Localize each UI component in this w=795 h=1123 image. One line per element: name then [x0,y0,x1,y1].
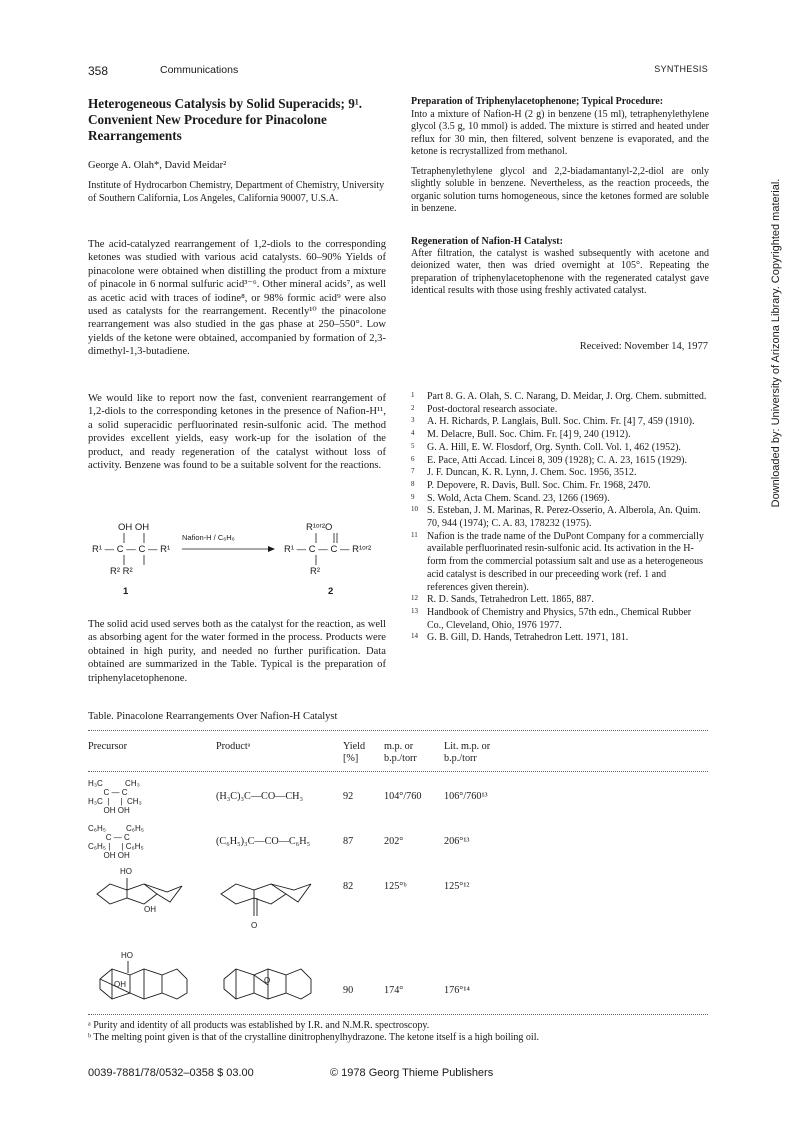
product-carbonyl: R¹ᵒʳ²O [306,522,333,533]
product-substituent: R² [310,566,321,577]
regeneration-text: After filtration, the catalyst is washed subsequently with acetone and deionized water, then was dried overnight at 105°. Repeating the preparation of triphenylacetophenone with the regenerated catalyst gave identical results with those using freshly activated catalyst. [411,248,709,297]
yield-row4: 90 [343,985,354,996]
svg-text:O: O [251,921,258,930]
compound-label-1: 1 [123,586,129,597]
mp-row4: 174° [384,985,404,996]
reference-item: 4 M. Delacre, Bull. Soc. Chim. Fr. [4] 9, 240 (1912). [411,429,631,441]
mp-row1: 104°/760 [384,791,422,802]
precursor-benzopinacol: C₆H₅ C₆H₅ C — C C₆H₅ | | C₆H₅ OH OH [88,824,145,860]
reactant-chain: R¹ — C — C — R¹ [92,544,171,555]
regeneration-heading: Regeneration of Nafion-H Catalyst: [411,236,563,247]
page-number: 358 [88,64,109,78]
header-precursor: Precursor [88,741,128,752]
product-chain: R¹ — C — C — R¹ᵒʳ² [284,544,372,555]
method-paragraph: We would like to report now the fast, convenient rearrangement of 1,2-diols to the corresponding ketones in the presence of Nafion-H¹¹, a solid superacidic perfluorinated resin-sulfonic acid. The method provides excellent yields, easy work-up for the isolation of the product, and ready regeneration of the catalyst without loss of activity. Benzene was found to be a suitable solvent for the reactions. [88,393,386,472]
product-pinacolone: (H₃C)₃C—CO—CH₃ [216,791,304,802]
procedure-heading: Preparation of Triphenylacetophenone; Typical Procedure: [411,96,664,107]
reference-item: 11 Nafion is the trade name of the DuPont Company for a commercially available perfluorinated resin-sulfonic acid. Its activation in the H-form from the commercial potassium salt and use as a heterogeneous acid catalyst is described in our preceeding work (ref. 1 and references given therein). [411,530,704,593]
svg-text:O: O [264,976,271,985]
article-code: 0039-7881/78/0532–0358 $ 03.00 [88,1067,254,1079]
procedure-note: Tetraphenylethylene glycol and 2,2-biadamantanyl-2,2-diol are only slightly soluble in benzene. Nevertheless, as the reaction proceeds, the organic solution turns homogeneous, since the ketones formed are soluble in benzene. [411,166,709,215]
arrow-head [268,546,275,552]
reference-item: 12 R. D. Sands, Tetrahedron Lett. 1865, 887. [411,594,594,606]
procedure-text: Into a mixture of Nafion-H (2 g) in benzene (15 ml), tetraphenylethylene glycol (3.5 g, 10 mmol) is added. The mixture is stirred and heated under reflux for 30 min, then filtered, solvent benzene is evaporated, and the ketone is recrystallized from methanol. [411,109,709,158]
article-authors: George A. Olah*, David Meidar² [88,160,227,171]
copyright: © 1978 Georg Thieme Publishers [330,1067,494,1079]
yield-row3: 82 [343,881,354,892]
header-yield: Yield [%] [343,741,366,764]
reference-item: 13 Handbook of Chemistry and Physics, 57th edn., Chemical Rubber Co., Cleveland, Ohio, 1976 1977. [411,606,692,631]
reactant-substituents: R² R² [110,566,133,577]
reference-item: 5 G. A. Hill, E. W. Flosdorf, Org. Synth. Coll. Vol. 1, 462 (1952). [411,441,681,453]
precursor-biadamantanyl-diol [92,949,192,1009]
svg-text:HO: HO [120,867,132,876]
reference-item: 6 E. Pace, Atti Accad. Lincei 8, 309 (1928); C. A. 23, 1615 (1929). [411,454,687,466]
reaction-scheme [88,518,388,598]
lit-row3: 125°¹² [444,881,470,892]
table-bottom-rule [88,1014,708,1015]
precursor-bicyclic-diol [92,864,187,914]
reference-item: 10 S. Esteban, J. M. Marinas, R. Perez-Osserio, A. Alberola, An. Quim. 70, 944 (1974); C. A. 83, 178232 (1975). [411,505,701,530]
journal-name: SYNTHESIS [654,64,708,74]
yield-row2: 87 [343,836,354,847]
reactant-hydroxyls: OH OH [118,522,150,533]
svg-text:OH: OH [114,980,126,989]
svg-text:OH: OH [144,905,156,914]
table-header-rule [88,771,708,772]
product-spiroketone [216,872,316,932]
product-triphenylacetophenone: (C₆H₅)₃C—CO—C₆H₅ [216,836,311,847]
header-mp: m.p. or b.p./torr [384,741,417,764]
precursor-pinacol: H₃C CH₃ C — C H₃C | | CH₃ OH OH [88,779,142,815]
article-affiliation: Institute of Hydrocarbon Chemistry, Department of Chemistry, University of Southern California, Los Angeles, California 90007, U.S.A. [88,180,385,204]
table-top-rule [88,730,708,731]
reference-item: 1 Part 8. G. A. Olah, S. C. Narang, D. Meidar, J. Org. Chem. submitted. [411,391,707,402]
lit-row4: 176°¹⁴ [444,985,470,996]
table-footnote-b: ᵇ The melting point given is that of the crystalline dinitrophenylhydrazone. The ketone itself is a high boiling oil. [88,1032,539,1043]
reference-item: 3 A. H. Richards, P. Langlais, Bull. Soc. Chim. Fr. [4] 7, 459 (1910). [411,416,695,428]
reference-item: 9 S. Wold, Acta Chem. Scand. 23, 1266 (1969). [411,492,610,504]
received-date: Received: November 14, 1977 [579,341,708,352]
section-title: Communications [160,64,239,76]
product-spiroadamantanone [216,949,316,1009]
reagent-label: Nafion-H / C₆H₆ [182,533,235,542]
lit-row1: 106°/760¹³ [444,791,488,802]
compound-label-2: 2 [328,586,334,597]
reference-item: 7 J. F. Duncan, K. R. Lynn, J. Chem. Soc. 1956, 3512. [411,467,637,479]
header-lit: Lit. m.p. or b.p./torr [444,741,491,764]
download-watermark: Downloaded by: University of Arizona Library. Copyrighted material. [770,178,782,508]
table-footnote-a: ᵃ Purity and identity of all products was established by I.R. and N.M.R. spectroscopy. [88,1020,430,1031]
header-product: Productᵃ [216,741,251,752]
reference-item: 14 G. B. Gill, D. Hands, Tetrahedron Lett. 1971, 181. [411,632,629,644]
table-caption: Table. Pinacolone Rearrangements Over Nafion-H Catalyst [88,711,338,722]
discussion-paragraph: The solid acid used serves both as the catalyst for the reaction, as well as absorbing agent for the water formed in the process. Products were obtained in high purity, and needed no further purification. Data obtained are summarized in the Table. Typical is the preparation of triphenylacetophenone. [88,619,386,684]
references-list [411,391,709,645]
article-title: Heterogeneous Catalysis by Solid Superacids; 9¹. Convenient New Procedure for Pinacolone Rearrangements [88,96,363,143]
reference-item: 8 P. Depovere, R. Davis, Bull. Soc. Chim. Fr. 1968, 2470. [411,479,651,491]
mp-row3: 125°ᵇ [384,881,407,892]
intro-paragraph: The acid-catalyzed rearrangement of 1,2-diols to the corresponding ketones was studied with various acid catalysts. 60–90% Yields of pinacolone were obtained when distilling the product from a mixture of pinacole in 6 normal sulfuric acid³⁻⁶. Other mineral acids⁷, as well as acetic acid with traces of iodine⁸, or 98% formic acid⁹ were also used as catalysts for the rearrangement. Recently¹⁰ the pinacolone rearrangement was also studied in the gas phase at 250–550°. Low yields of the ketone were obtained, accompanied by formation of 2,3-dimethyl-1,3-butadiene. [88,239,386,358]
mp-row2: 202° [384,836,404,847]
lit-row2: 206°¹³ [444,836,470,847]
yield-row1: 92 [343,791,354,802]
reference-item: 2 Post-doctoral research associate. [411,403,558,415]
svg-text:HO: HO [121,951,133,960]
